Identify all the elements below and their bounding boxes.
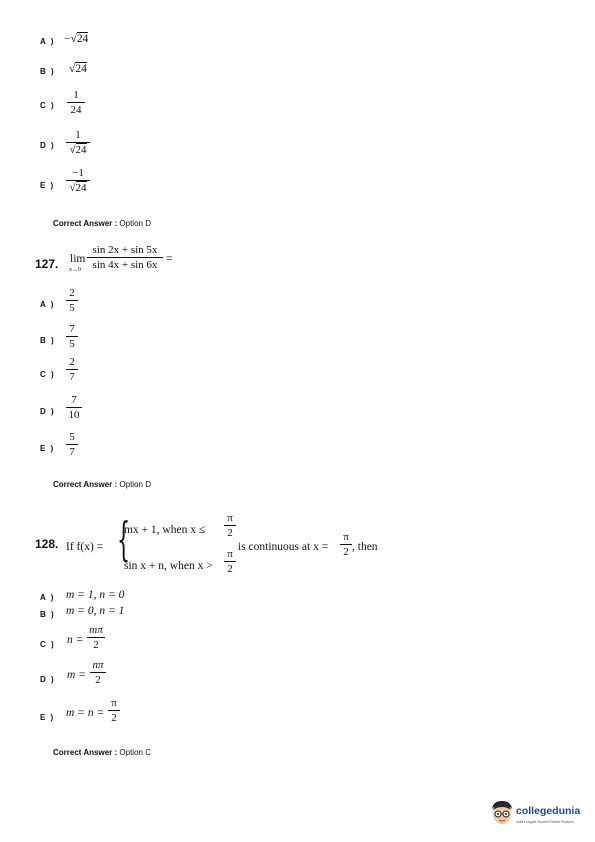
continuity-text: is continuous at x =: [238, 541, 329, 553]
option-e-lhs: m = n =: [66, 707, 105, 719]
numerator: 1: [73, 89, 79, 101]
correct-answer: [53, 748, 151, 757]
lim-operator: lim: [70, 253, 86, 265]
answer-value: Option D: [119, 480, 151, 489]
option-label: A ): [40, 300, 55, 309]
minus-sign: −: [64, 33, 71, 45]
option-a-value: −√24: [64, 33, 89, 45]
case-2: sin x + n, when x >: [124, 560, 213, 572]
option-label: B ): [40, 610, 56, 619]
radicand: 24: [75, 63, 87, 75]
option-c-fraction: 2 7: [66, 356, 78, 383]
option-d-fraction: [66, 129, 90, 156]
limit-fraction: [87, 244, 163, 271]
option-e-fraction: π 2: [108, 697, 120, 724]
option-label: B ): [40, 67, 56, 76]
case-2-bound: π 2: [224, 548, 236, 575]
answer-value: Option D: [119, 219, 151, 228]
brace: {: [117, 512, 131, 566]
option-c-lhs: n =: [67, 634, 84, 646]
option-e-fraction: 5 7: [66, 431, 78, 458]
option-b-fraction: 7 5: [66, 323, 78, 350]
answer-label: Correct Answer :: [53, 480, 118, 489]
question-number: 127.: [35, 257, 59, 271]
denominator: 24: [70, 104, 82, 116]
question-number: 128.: [35, 537, 59, 551]
logo-tagline: India's largest Student Review Platform: [516, 820, 574, 824]
option-e-fraction: [66, 167, 90, 194]
numerator: −1: [72, 167, 84, 179]
answer-label: Correct Answer :: [53, 219, 118, 228]
option-label: C ): [40, 101, 56, 110]
option-label: E ): [40, 444, 55, 453]
mascot-face-icon: [489, 799, 515, 827]
option-label: C ): [40, 370, 56, 379]
option-label: D ): [40, 407, 56, 416]
case-1: mx + 1, when x ≤: [124, 524, 206, 536]
equals-sign: =: [166, 253, 173, 265]
option-d-lhs: m =: [67, 669, 86, 681]
option-a-fraction: 2 5: [66, 287, 78, 314]
denominator: sin 4x + sin 6x: [92, 259, 158, 271]
option-label: E ): [40, 181, 55, 190]
option-label: D ): [40, 141, 56, 150]
option-a-value: m = 1, n = 0: [66, 589, 125, 601]
suffix-text: , then: [352, 541, 378, 553]
lim-subscript: x→0: [69, 267, 81, 273]
correct-answer: [53, 480, 151, 489]
option-c-fraction: [67, 89, 85, 116]
denominator: √24: [69, 144, 87, 156]
correct-answer: [53, 219, 151, 228]
numerator: sin 2x + sin 5x: [92, 244, 158, 256]
option-b-value: √24: [69, 63, 87, 75]
option-label: C ): [40, 640, 56, 649]
option-label: B ): [40, 336, 56, 345]
denominator: √24: [69, 182, 87, 194]
function-prefix: If f(x) =: [66, 541, 104, 553]
answer-label: Correct Answer :: [53, 748, 118, 757]
option-c-fraction: mπ 2: [87, 624, 105, 651]
numerator: 1: [75, 129, 81, 141]
case-1-bound: π 2: [224, 512, 236, 539]
option-label: A ): [40, 593, 55, 602]
option-d-fraction: 7 10: [66, 394, 82, 421]
option-label: E ): [40, 713, 55, 722]
continuity-point: π 2: [340, 531, 352, 558]
option-d-fraction: nπ 2: [90, 659, 106, 686]
answer-value: Option C: [119, 748, 151, 757]
option-label: A ): [40, 37, 55, 46]
option-b-value: m = 0, n = 1: [66, 605, 125, 617]
option-label: D ): [40, 675, 56, 684]
radicand: 24: [76, 33, 89, 45]
logo-name: collegedunia: [516, 805, 581, 817]
